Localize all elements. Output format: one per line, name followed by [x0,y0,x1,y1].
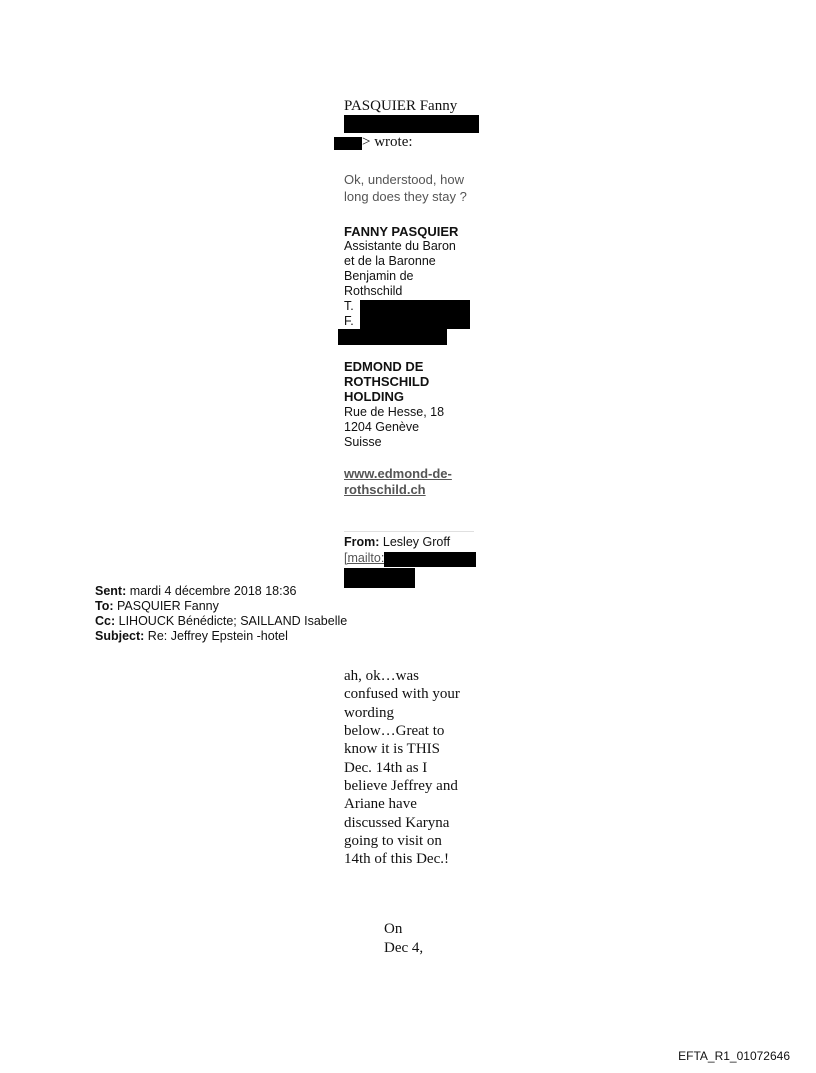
website-link[interactable]: rothschild.ch [344,482,426,497]
signature-name: FANNY PASQUIER [344,224,459,239]
message-line: wording [344,705,394,721]
message-line: confused with your [344,686,460,702]
message-line: Ariane have [344,796,417,812]
from-label: From: [344,535,380,549]
message-line: Dec. 14th as I [344,760,428,776]
message-line: 14th of this Dec.! [344,851,449,867]
message-line: below…Great to [344,723,445,739]
message-line: Ok, understood, how [344,172,464,187]
company-line: HOLDING [344,389,404,404]
message-line: long does they stay ? [344,189,467,204]
sent-value: mardi 4 décembre 2018 18:36 [126,584,297,598]
subject-label: Subject: [95,629,145,643]
cc-label: Cc: [95,614,116,628]
to-line [95,599,219,613]
cc-value: LIHOUCK Bénédicte; SAILLAND Isabelle [115,614,348,628]
redaction-block [360,300,470,314]
message-line: discussed Karyna [344,815,450,831]
subject-line [95,629,288,643]
message-line: know it is THIS [344,741,440,757]
website-link[interactable]: www.edmond-de- [344,466,452,481]
sent-line [95,584,297,598]
signature-title-line: Benjamin de [344,269,414,283]
signature-title-line: Assistante du Baron [344,239,456,253]
message-line: ah, ok…was [344,668,419,684]
company-line: EDMOND DE [344,359,424,374]
sent-label: Sent: [95,584,127,598]
quote-intro-line: On [384,921,403,937]
to-label: To: [95,599,114,613]
mailto-link[interactable]: [mailto: [344,551,385,565]
redaction-block [338,329,447,345]
company-line: ROTHSCHILD [344,374,430,389]
address-line: Suisse [344,435,382,449]
wrote-text: > wrote: [362,134,413,150]
from-line [344,535,450,549]
cc-line [95,614,347,628]
message-line: believe Jeffrey and [344,778,458,794]
redaction-block [334,137,362,150]
from-value: Lesley Groff [379,535,451,549]
address-line: 1204 Genève [344,420,420,434]
fax-label: F. [344,314,354,328]
address-line: Rue de Hesse, 18 [344,405,445,419]
phone-label: T. [344,299,354,313]
quote-intro-line: Dec 4, [384,940,424,956]
subject-value: Re: Jeffrey Epstein -hotel [144,629,288,643]
redaction-block [344,115,479,133]
sender-name: PASQUIER Fanny [344,98,458,114]
signature-title-line: et de la Baronne [344,254,436,268]
redaction-block [344,568,415,588]
redaction-block [360,314,470,329]
message-line: going to visit on [344,833,442,849]
redaction-block [384,552,476,567]
document-id: EFTA_R1_01072646 [678,1049,790,1063]
signature-title-line: Rothschild [344,284,403,298]
divider [344,531,474,532]
to-value: PASQUIER Fanny [113,599,219,613]
